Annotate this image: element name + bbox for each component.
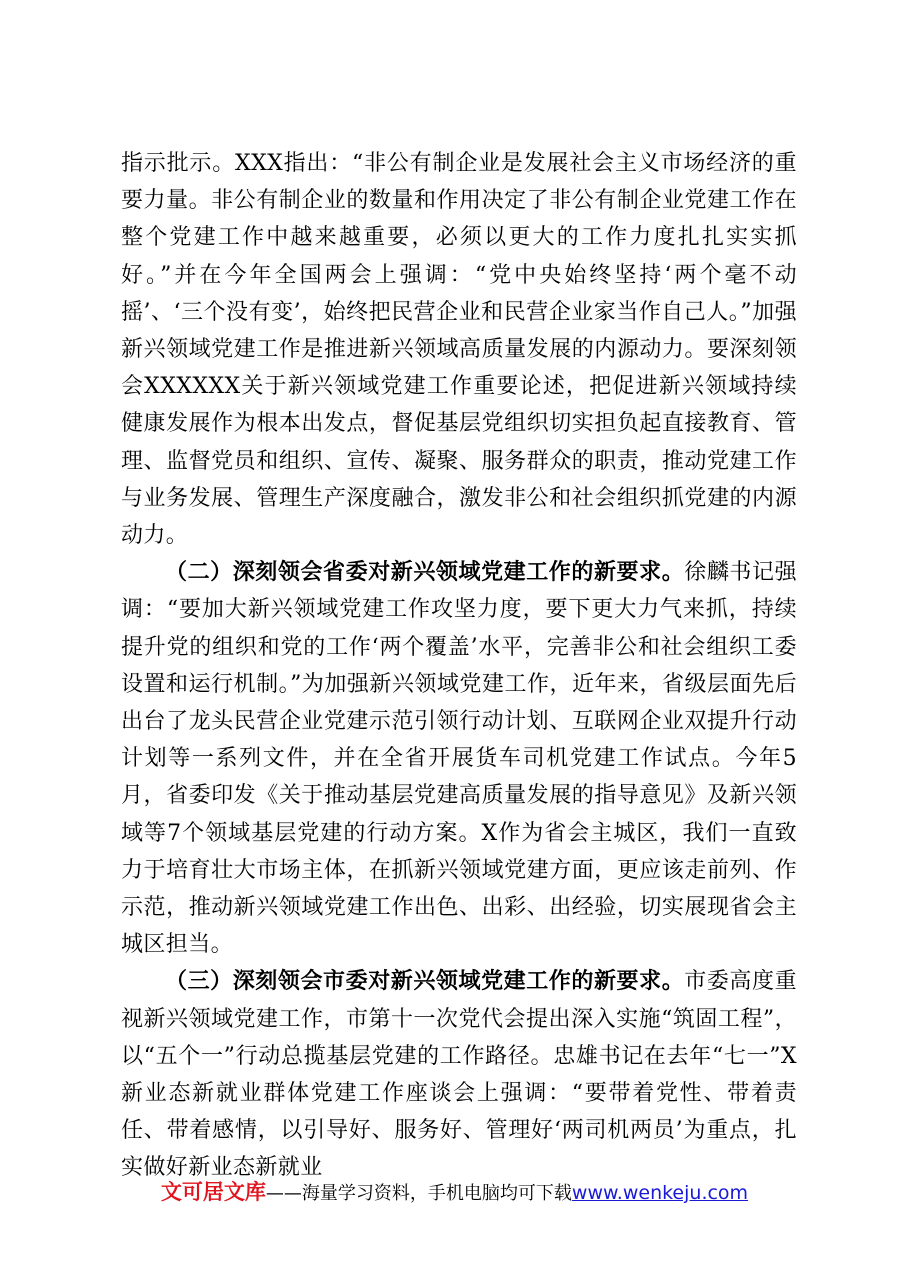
footer-url-link[interactable]: www.wenkeju.com bbox=[571, 1182, 749, 1204]
document-body bbox=[121, 145, 797, 1187]
paragraph-1 bbox=[121, 145, 797, 554]
paragraph-3 bbox=[121, 963, 797, 1186]
paragraph-2 bbox=[121, 554, 797, 963]
footer-slogan: ——海量学习资料，手机电脑均可下载 bbox=[265, 1183, 572, 1204]
footer-banner bbox=[0, 1179, 909, 1207]
footer-brand: 文可居文库 bbox=[160, 1180, 266, 1204]
paragraph-2-text: 徐麟书记强调：“要加大新兴领域党建工作攻坚力度，要下更大力气来抓，持续提升党的组织和党的工作‘两个覆盖’水平，完善非公和社会组织工委设置和运行机制。”为加强新兴领域党建工作，近年来，省级层面先后出台了龙头民营企业党建示范引领行动计划、互联网企业双提升行动计划等一系列文件，并在全省开展货车司机党建工作试点。今年5月，省委印发《关于推动基层党建高质量发展的指导意见》及新兴领域等7个领域基层党建的行动方案。X作为省会主城区，我们一直致力于培育壮大市场主体，在抓新兴领域党建方面，更应该走前列、作示范，推动新兴领域党建工作出色、出彩、出经验，切实展现省会主城区担当。 bbox=[121, 560, 797, 958]
paragraph-3-text: 市委高度重视新兴领域党建工作，市第十一次党代会提出深入实施“筑固工程”，以“五个一”行动总揽基层党建的工作路径。忠雄书记在去年“七一”X新业态新就业群体党建工作座谈会上强调：“要带着党性、带着责任、带着感情，以引导好、服务好、管理好‘两司机两员’为重点，扎实做好新业态新就业 bbox=[121, 969, 797, 1181]
section-heading-3: （三）深刻领会市委对新兴领域党建工作的新要求。 bbox=[165, 968, 685, 995]
paragraph-1-text: 指示批示。XXX指出：“非公有制企业是发展社会主义市场经济的重要力量。非公有制企业的数量和作用决定了非公有制企业党建工作在整个党建工作中越来越重要，必须以更大的工作力度扎扎实实抓好。”并在今年全国两会上强调：“党中央始终坚持‘两个毫不动摇’、‘三个没有变’，始终把民营企业和民营企业家当作自己人。”加强新兴领域党建工作是推进新兴领域高质量发展的内源动力。要深刻领会XXXXXX关于新兴领域党建工作重要论述，把促进新兴领域持续健康发展作为根本出发点，督促基层党组织切实担负起直接教育、管理、监督党员和组织、宣传、凝聚、服务群众的职责，推动党建工作与业务发展、管理生产深度融合，激发非公和社会组织抓党建的内源动力。 bbox=[121, 151, 797, 549]
section-heading-2: （二）深刻领会省委对新兴领域党建工作的新要求。 bbox=[165, 559, 685, 586]
